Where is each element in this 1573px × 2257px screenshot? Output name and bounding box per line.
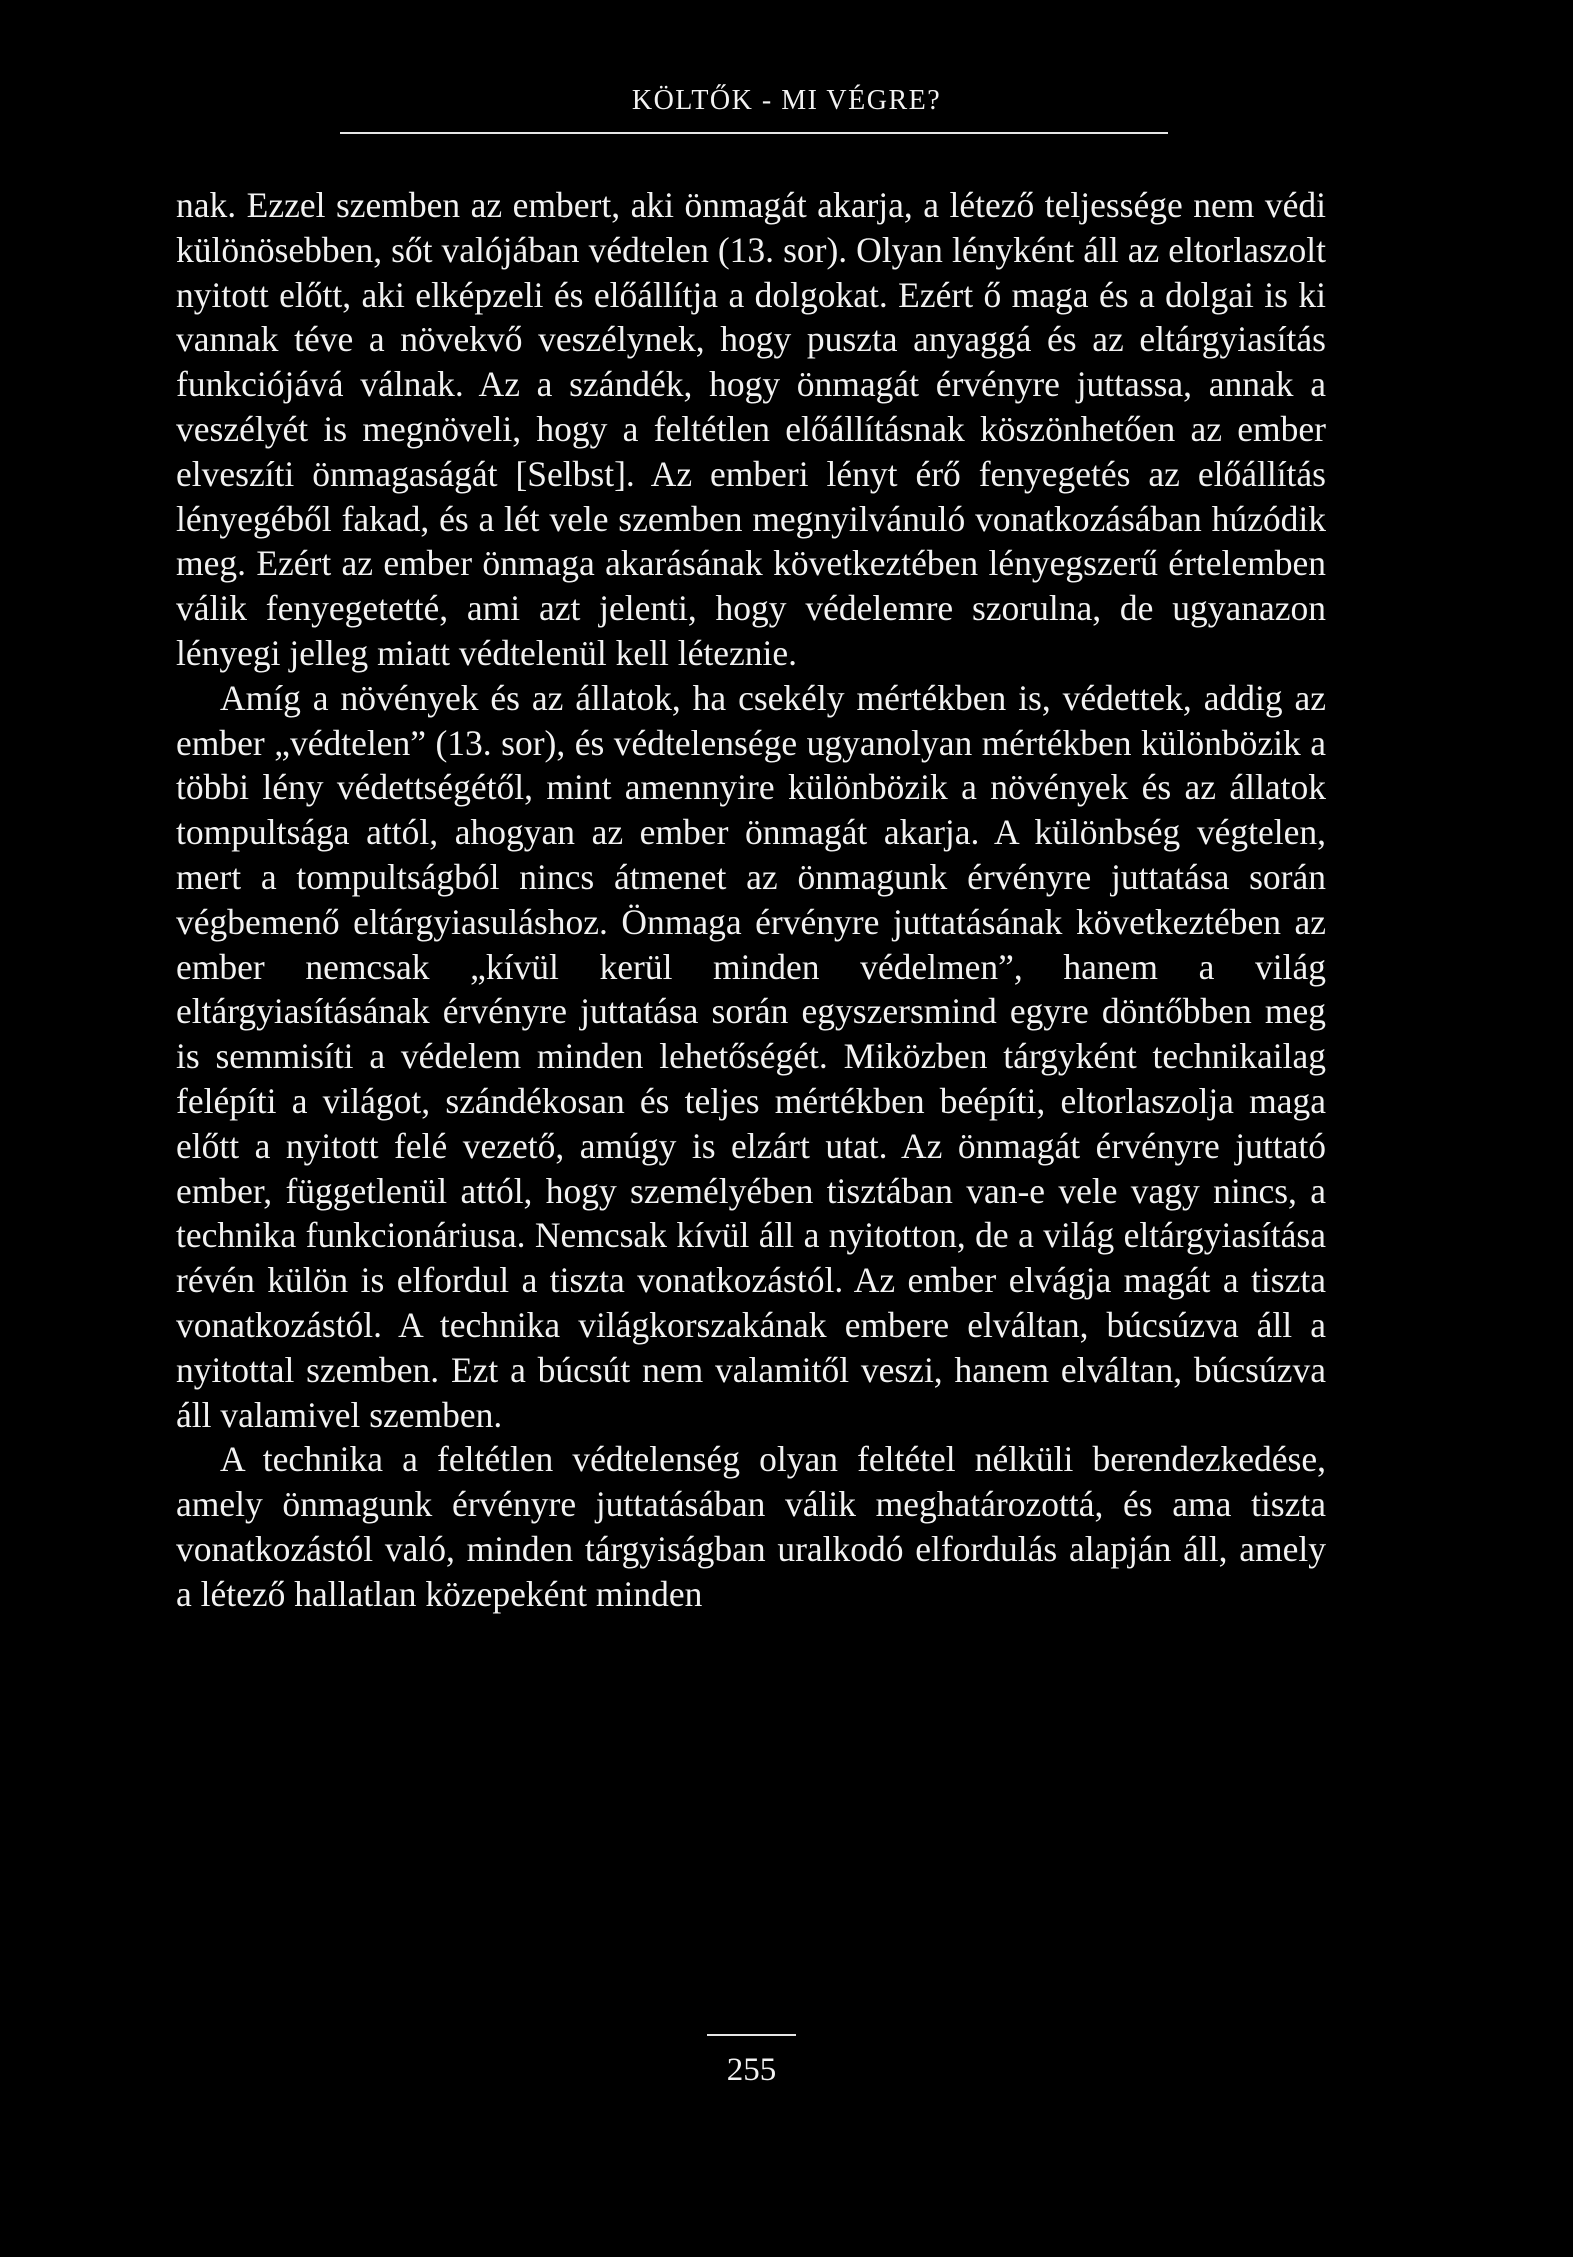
body-text: [176, 183, 1326, 1617]
page-number: 255: [726, 2052, 777, 2088]
paragraph: Amíg a növények és az állatok, ha csekély mértékben is, védettek, addig az ember „védtelen” (13. sor), és védtelensége ugyanolyan mértékben különbözik a többi lény védettségétől, mint amennyire különbözik a növények és az állatok tompultsága attól, ahogyan az ember önmagát akarja. A különbség végtelen, mert a tompultságból nincs átmenet az önmagunk érvényre juttatása során végbemenő eltárgyiasuláshoz. Önmaga érvényre juttatásának következtében az ember nemcsak „kívül kerül minden védelmen”, hanem a világ eltárgyiasításának érvényre juttatása során egyszersmind egyre döntőbben meg is semmisíti a védelem minden lehetőségét. Miközben tárgyként technikailag felépíti a világot, szándékosan és teljes mértékben beépíti, eltorlaszolja maga előtt a nyitott felé vezető, amúgy is elzárt utat. Az önmagát érvényre juttató ember, függetlenül attól, hogy személyében tisztában van-e vele vagy nincs, a technika funkcionáriusa. Nemcsak kívül áll a nyitotton, de a világ eltárgyiasítása révén külön is elfordul a tiszta vonatkozástól. Az ember elvágja magát a tiszta vonatkozástól. A technika világkorszakának embere elváltan, búcsúzva áll a nyitottal szemben. Ezt a búcsút nem valamitől veszi, hanem elváltan, búcsúzva áll valamivel szemben.: [176, 677, 1326, 1435]
footer-rule: [707, 2034, 796, 2036]
paragraph: A technika a feltétlen védtelenség olyan feltétel nélküli berendezkedése, amely önmagunk érvényre juttatásában válik meghatározottá, és ama tiszta vonatkozástól való, minden tárgyiságban uralkodó elfordulás alapján áll, amely a létező hallatlan közepeként minden: [176, 1439, 1326, 1614]
running-title: KÖLTŐK - MI VÉGRE?: [631, 85, 942, 116]
paragraph-continuation: nak. Ezzel szemben az embert, aki önmagát akarja, a létező teljessége nem védi különösebben, sőt valójában védtelen (13. sor). Olyan lényként áll az eltorlaszolt nyitott előtt, aki elképzeli és előállítja a dolgokat. Ezért ő maga és a dolgai is ki vannak téve a növekvő veszélynek, hogy puszta anyaggá és az eltárgyiasítás funkciójává válnak. Az a szándék, hogy önmagát érvényre juttassa, annak a veszélyét is megnöveli, hogy a feltétlen előállításnak köszönhetően az ember elveszíti önmagaságát [Selbst]. Az emberi lényt érő fenyegetés az előállítás lényegéből fakad, és a lét vele szemben megnyilvánuló vonatkozásában húzódik meg. Ezért az ember önmaga akarásának következtében lényegszerű értelemben válik fenyegetetté, ami azt jelenti, hogy védelemre szorulna, de ugyanazon lényegi jelleg miatt védtelenül kell léteznie.: [176, 185, 1326, 673]
header-rule: [340, 132, 1168, 134]
